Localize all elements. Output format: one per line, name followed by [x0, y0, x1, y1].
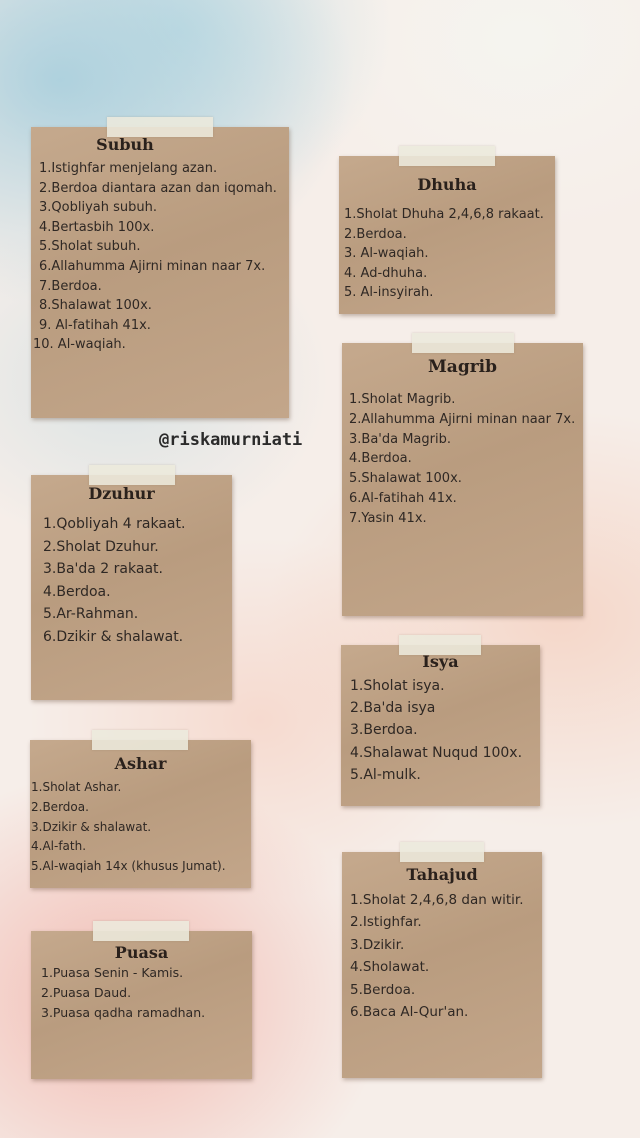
card-dhuha: [339, 156, 555, 314]
list-item: 5.Al-mulk.: [350, 766, 421, 783]
list-item: 2.Ba'da isya: [350, 700, 436, 717]
card-title: Dzuhur: [88, 484, 155, 503]
list-item: 3.Qobliyah subuh.: [39, 200, 157, 216]
list-item: 4.Bertasbih 100x.: [39, 219, 155, 235]
list-item: 5.Berdoa.: [350, 981, 416, 998]
list-item: 5.Al-waqiah 14x (khusus Jumat).: [31, 859, 226, 874]
card-title: Dhuha: [417, 175, 477, 194]
list-item: 1.Istighfar menjelang azan.: [39, 161, 218, 176]
author-handle: @riskamurniati: [159, 430, 303, 450]
list-item: 7.Yasin 41x.: [349, 510, 427, 526]
list-item: 1.Puasa Senin - Kamis.: [41, 965, 184, 980]
list-item: 2.Allahumma Ajirni minan naar 7x.: [349, 411, 576, 427]
list-item: 4.Berdoa.: [349, 451, 412, 467]
card-puasa: [31, 931, 252, 1079]
list-item: 2.Sholat Dzuhur.: [43, 538, 159, 555]
tape: [399, 146, 495, 166]
card-tahajud: [342, 852, 542, 1078]
list-item: 3.Dzikir & shalawat.: [31, 819, 152, 834]
list-item: 8.Shalawat 100x.: [39, 298, 152, 314]
item-list: [344, 205, 544, 303]
card-title: Puasa: [114, 943, 169, 962]
list-item: 2.Istighfar.: [350, 914, 422, 931]
list-item: 2.Berdoa.: [344, 226, 407, 242]
card-isya: [341, 645, 540, 806]
card-title: Subuh: [96, 135, 154, 154]
card-ashar: [30, 740, 251, 888]
list-item: 1.Sholat Dhuha 2,4,6,8 rakaat.: [344, 207, 544, 222]
card-title: Magrib: [427, 357, 498, 377]
list-item: 4.Berdoa.: [43, 583, 111, 600]
tape: [89, 465, 175, 485]
list-item: 2.Puasa Daud.: [41, 985, 132, 1000]
card-subuh: [31, 127, 289, 418]
list-item: 3. Al-waqiah.: [344, 246, 429, 262]
item-list: [33, 159, 277, 355]
list-item: 6.Baca Al-Qur'an.: [350, 1004, 469, 1021]
item-list: [41, 963, 205, 1023]
item-list: [31, 778, 226, 877]
item-list: [43, 513, 185, 649]
list-item: 5. Al-insyirah.: [344, 285, 434, 301]
list-item: 1.Sholat Ashar.: [31, 780, 122, 794]
card-magrib: [342, 343, 583, 616]
list-item: 6.Dzikir & shalawat.: [43, 628, 184, 645]
tape: [93, 921, 189, 941]
list-item: 4.Shalawat Nuqud 100x.: [350, 744, 523, 761]
list-item: 9. Al-fatihah 41x.: [39, 317, 151, 333]
tape: [107, 117, 213, 137]
list-item: 5.Sholat subuh.: [39, 239, 141, 255]
card-title: Ashar: [114, 754, 167, 773]
tape: [92, 730, 188, 750]
list-item: 6.Allahumma Ajirni minan naar 7x.: [39, 258, 266, 274]
list-item: 3.Berdoa.: [350, 722, 418, 739]
list-item: 10. Al-waqiah.: [33, 337, 126, 353]
list-item: 1.Qobliyah 4 rakaat.: [43, 516, 186, 532]
list-item: 2.Berdoa.: [31, 799, 89, 814]
list-item: 4. Ad-dhuha.: [344, 265, 428, 281]
card-title: Isya: [422, 652, 459, 671]
list-item: 2.Berdoa diantara azan dan iqomah.: [39, 180, 277, 196]
list-item: 1.Sholat isya.: [350, 678, 445, 694]
list-item: 5.Ar-Rahman.: [43, 606, 139, 623]
list-item: 3.Dzikir.: [350, 936, 405, 953]
list-item: 3.Puasa qadha ramadhan.: [41, 1005, 206, 1020]
list-item: 3.Ba'da 2 rakaat.: [43, 561, 163, 578]
list-item: 7.Berdoa.: [39, 278, 102, 294]
item-list: [350, 889, 524, 1023]
list-item: 4.Sholawat.: [350, 959, 430, 976]
list-item: 1.Sholat Magrib.: [349, 392, 456, 407]
card-title: Tahajud: [406, 865, 478, 884]
card-dzuhur: [31, 475, 232, 700]
list-item: 4.Al-fath.: [31, 839, 87, 854]
item-list: [349, 390, 575, 529]
list-item: 5.Shalawat 100x.: [349, 471, 462, 487]
tape: [412, 333, 514, 353]
item-list: [350, 675, 522, 786]
list-item: 6.Al-fatihah 41x.: [349, 490, 457, 506]
tape: [400, 842, 484, 862]
list-item: 1.Sholat 2,4,6,8 dan witir.: [350, 892, 524, 908]
list-item: 3.Ba'da Magrib.: [349, 431, 451, 447]
